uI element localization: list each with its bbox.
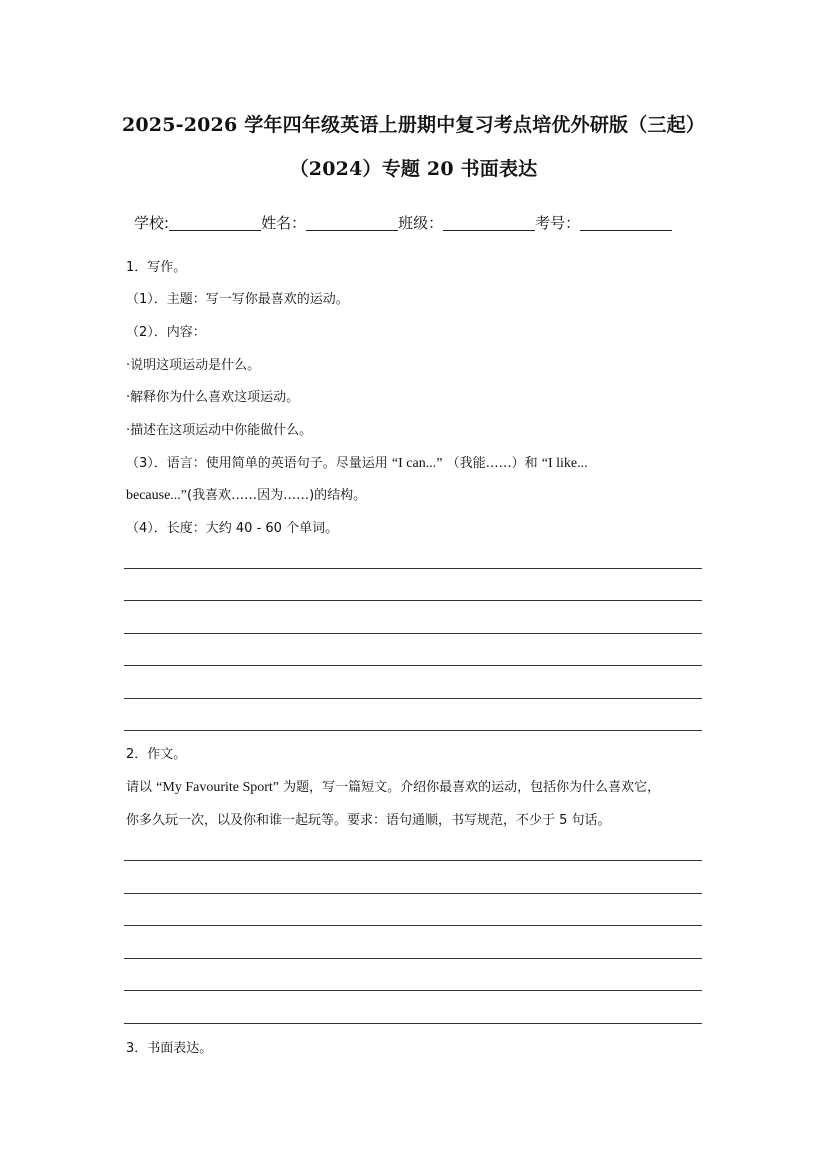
- q3-heading: 3．书面表达。: [126, 1041, 213, 1056]
- q2-essay-title: “My Favourite Sport”: [156, 780, 280, 795]
- q1-writing-line[interactable]: [124, 600, 702, 601]
- document-title-line-2: （2024）专题 20 书面表达: [289, 158, 538, 180]
- q1-item-3-text-a: （3）．语言：使用简单的英语句子。尽量运用: [126, 456, 388, 471]
- q2-writing-line[interactable]: [124, 860, 702, 861]
- q1-bullet-2: ·解释你为什么喜欢这项运动。: [126, 390, 300, 405]
- q1-item-4: （4）．长度：大约 40 - 60 个单词。: [126, 521, 339, 536]
- q1-heading: 1．写作。: [126, 260, 187, 275]
- q2-writing-line[interactable]: [124, 1023, 702, 1024]
- document-title-line-1: 2025-2026 学年四年级英语上册期中复习考点培优外研版（三起）: [121, 114, 706, 136]
- q1-writing-line[interactable]: [124, 730, 702, 731]
- q1-writing-line[interactable]: [124, 698, 702, 699]
- q1-item-3-english-3: because...”: [126, 488, 188, 503]
- student-info-row: [134, 209, 672, 233]
- q2-writing-line[interactable]: [124, 958, 702, 959]
- q1-item-3-text-b: （我能……）和: [446, 456, 538, 471]
- q2-instruction-line-1: [126, 779, 660, 797]
- name-blank[interactable]: [306, 212, 398, 231]
- q2-instruction-line-2: 你多久玩一次，以及你和谁一起玩等。要求：语句通顺，书写规范，不少于 5 句话。: [126, 813, 611, 828]
- q1-bullet-1: ·说明这项运动是什么。: [126, 358, 261, 373]
- q2-writing-line[interactable]: [124, 990, 702, 991]
- q1-item-3-line-2: [126, 487, 366, 505]
- q1-item-3-english-2: “I like...: [541, 456, 588, 471]
- q1-item-1: （1）．主题：写一写你最喜欢的运动。: [126, 292, 349, 307]
- q1-item-3-text-c: (我喜欢……因为……)的结构。: [187, 488, 367, 503]
- exam-number-blank[interactable]: [580, 212, 672, 231]
- class-blank[interactable]: [443, 212, 535, 231]
- q2-writing-line[interactable]: [124, 925, 702, 926]
- school-label: 学校:: [134, 214, 170, 232]
- q1-writing-line[interactable]: [124, 633, 702, 634]
- q2-writing-line[interactable]: [124, 893, 702, 894]
- q1-item-2: （2）．内容：: [126, 325, 206, 340]
- q2-text-a: 请以: [126, 780, 153, 795]
- q1-writing-line[interactable]: [124, 665, 702, 666]
- class-label: 班级：: [398, 214, 444, 232]
- q1-item-3-english-1: “I can...”: [391, 456, 443, 471]
- q1-item-3-line-1: [126, 455, 588, 473]
- school-blank[interactable]: [169, 212, 261, 231]
- q2-heading: 2．作文。: [126, 747, 187, 762]
- q2-text-b: 为题，写一篇短文。介绍你最喜欢的运动，包括你为什么喜欢它，: [283, 780, 661, 795]
- exam-number-label: 考号：: [535, 214, 581, 232]
- name-label: 姓名：: [261, 214, 307, 232]
- q1-writing-line[interactable]: [124, 568, 702, 569]
- q1-bullet-3: ·描述在这项运动中你能做什么。: [126, 423, 313, 438]
